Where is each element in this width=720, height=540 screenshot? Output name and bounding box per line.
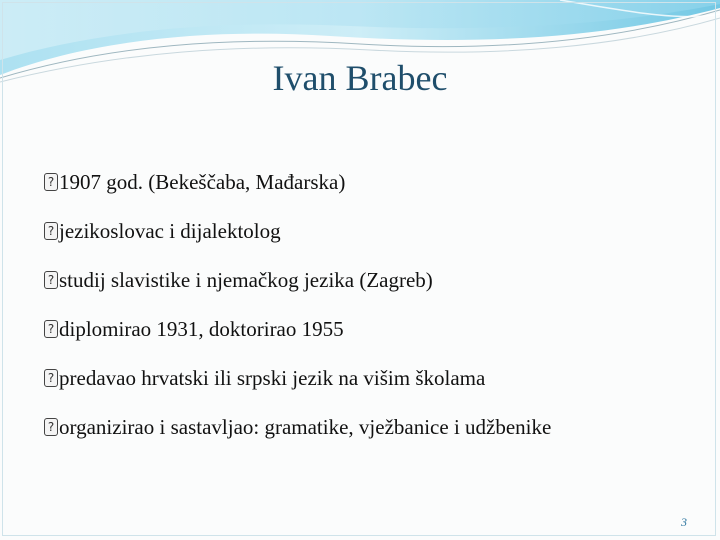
bullet-item (44, 411, 551, 460)
bullet-placeholder-icon: ? (44, 369, 58, 387)
bullet-item (44, 166, 551, 215)
bullet-text: organizirao i sastavljao: gramatike, vježbanice i udžbenike (59, 415, 552, 439)
slide-title: Ivan Brabec (272, 58, 448, 98)
page-number: 3 (681, 515, 687, 529)
bullet-placeholder-icon: ? (44, 222, 58, 240)
bullet-item (44, 264, 551, 313)
bullet-text: jezikoslovac i dijalektolog (59, 219, 281, 243)
bullet-text: predavao hrvatski ili srpski jezik na višim školama (59, 366, 486, 390)
bullet-text: 1907 god. (Bekeščaba, Mađarska) (59, 170, 346, 194)
bullet-list (44, 166, 551, 460)
bullet-text: studij slavistike i njemačkog jezika (Zagreb) (59, 268, 433, 292)
bullet-item (44, 313, 551, 362)
bullet-placeholder-icon: ? (44, 271, 58, 289)
bullet-item (44, 215, 551, 264)
bullet-placeholder-icon: ? (44, 173, 58, 191)
bullet-placeholder-icon: ? (44, 320, 58, 338)
bullet-placeholder-icon: ? (44, 418, 58, 436)
bullet-text: diplomirao 1931, doktorirao 1955 (59, 317, 344, 341)
bullet-item (44, 362, 551, 411)
